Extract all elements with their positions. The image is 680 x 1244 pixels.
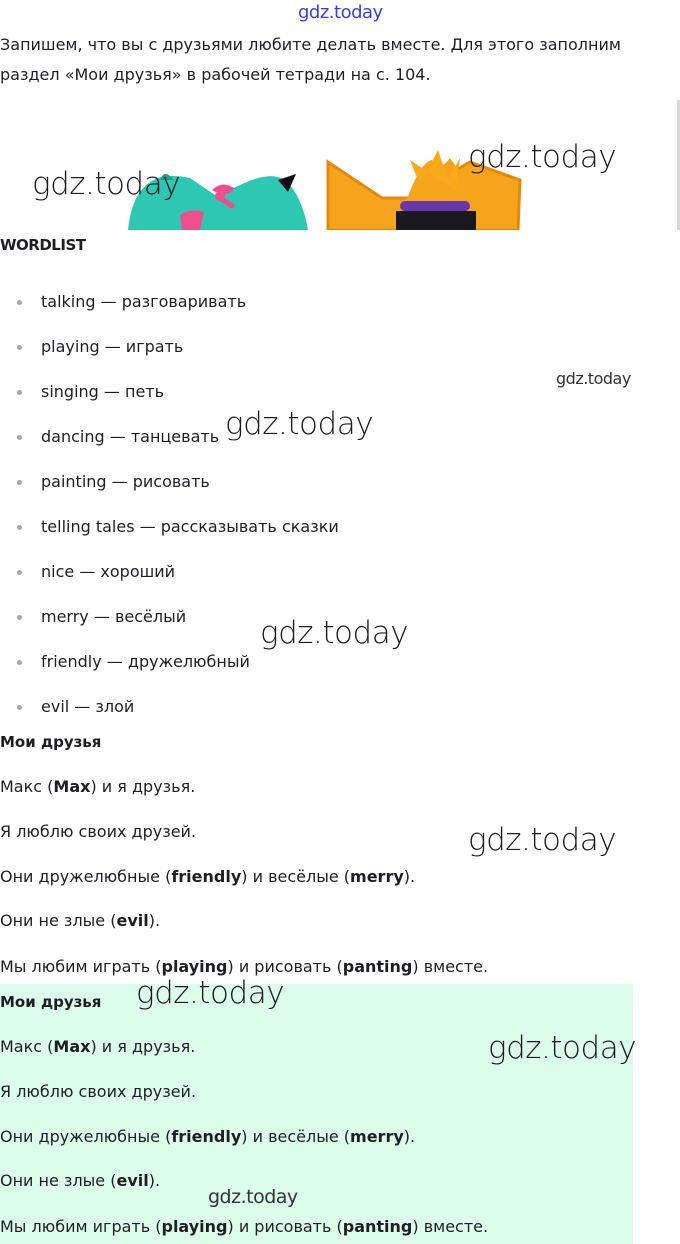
watermark: gdz.today <box>468 139 617 175</box>
watermark: gdz.today <box>32 166 181 202</box>
sentence: Они не злые (evil). <box>0 911 161 930</box>
sentence: Макс (Max) и я друзья. <box>0 777 196 796</box>
list-item: dancing — танцевать <box>0 414 339 459</box>
watermark: gdz.today <box>260 615 409 651</box>
sentence: Они дружелюбные (friendly) и весёлые (merry). <box>0 1127 416 1146</box>
sentence: Я люблю своих друзей. <box>0 1082 197 1101</box>
wordlist-heading: WORDLIST <box>0 236 86 254</box>
list-item: telling tales — рассказывать сказки <box>0 504 339 549</box>
watermark: gdz.today <box>136 975 285 1011</box>
watermark: gdz.today <box>488 1030 637 1066</box>
list-item: playing — играть <box>0 324 339 369</box>
list-item: evil — злой <box>0 684 339 729</box>
section-title: Мои друзья <box>0 733 102 751</box>
section-title: Мои друзья <box>0 993 102 1011</box>
list-item: singing — петь <box>0 369 339 414</box>
sentence: Я люблю своих друзей. <box>0 822 197 841</box>
sentence: Мы любим играть (playing) и рисовать (panting) вместе. <box>0 957 489 976</box>
list-item: friendly — дружелюбный <box>0 639 339 684</box>
intro-paragraph <box>0 30 660 90</box>
watermark: gdz.today <box>298 2 383 23</box>
intro-line: раздел «Мои друзья» в рабочей тетради на с. 104. <box>0 65 431 84</box>
watermark: gdz.today <box>225 406 374 442</box>
watermark: gdz.today <box>468 822 617 858</box>
list-item: merry — весёлый <box>0 594 339 639</box>
sentence: Мы любим играть (playing) и рисовать (panting) вместе. <box>0 1217 489 1236</box>
list-item: painting — рисовать <box>0 459 339 504</box>
sentence: Макс (Max) и я друзья. <box>0 1037 196 1056</box>
list-item: nice — хороший <box>0 549 339 594</box>
watermark: gdz.today <box>208 1186 298 1208</box>
sentence: Они не злые (evil). <box>0 1171 161 1190</box>
wordlist <box>0 279 339 729</box>
sentence: Они дружелюбные (friendly) и весёлые (merry). <box>0 867 416 886</box>
list-item: talking — разговаривать <box>0 279 339 324</box>
intro-line: Запишем, что вы с друзьями любите делать вместе. Для этого заполним <box>0 35 621 54</box>
answer-box <box>0 984 633 1244</box>
watermark: gdz.today <box>556 369 631 388</box>
